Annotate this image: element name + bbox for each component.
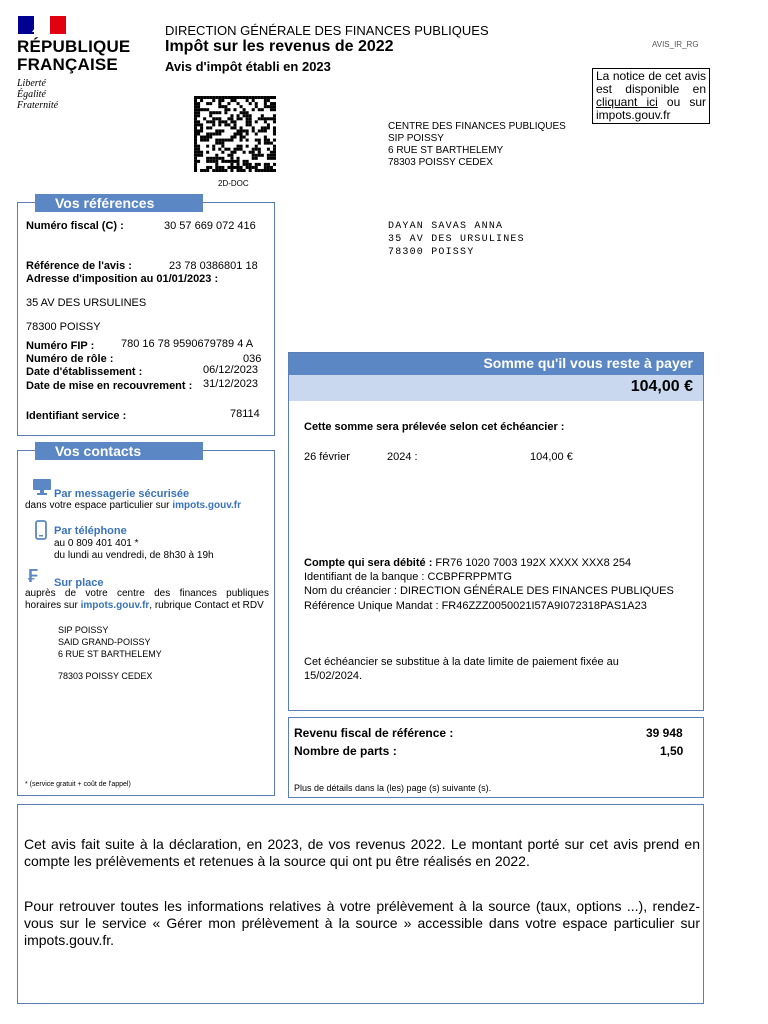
notice-box: La notice de cet avis est disponible en cliquant ici ou sur impots.gouv.fr: [592, 68, 710, 124]
footnote: * (service gratuit + coût de l'appel): [25, 781, 131, 788]
document-code: AVIS_IR_RG: [652, 40, 699, 49]
imposition-address-line2: 78300 POISSY: [26, 321, 101, 333]
on-site-text2: horaires sur impots.gouv.fr, rubrique Contact et RDV: [25, 600, 264, 611]
mandate-reference: Référence Unique Mandat : FR46ZZZ0050021I57A9I072318PAS1A23: [304, 600, 647, 612]
role-label: Numéro de rôle :: [26, 353, 114, 365]
sip-address: SIP POISSY SAID GRAND-POISSY 6 RUE ST BARTHELEMY: [58, 625, 162, 659]
payment-title: Somme qu'il vous reste à payer: [289, 353, 703, 375]
payment-amount: 104,00 €: [289, 375, 703, 401]
computer-icon: [32, 478, 52, 496]
recouvrement-value: 31/12/2023: [203, 378, 259, 390]
fip-value: 780 16 78 9590679789 4 A: [121, 338, 254, 350]
references-box: [17, 202, 275, 436]
parts-value: 1,50: [660, 744, 684, 758]
header-subtitle: Avis d'impôt établi en 2023: [165, 59, 331, 74]
phone-number: au 0 809 401 401 *: [54, 538, 139, 549]
info-paragraph-2: Pour retrouver toutes les informations relatives à votre prélèvement à la source (taux, options ...), rendez-vous sur le service « Gérer mon prélèvement à la source » accessible dans votre espace particulier sur impots.gouv.fr.: [24, 898, 700, 948]
imposition-address-line1: 35 AV DES URSULINES: [26, 297, 147, 309]
republique-logo-text: RÉPUBLIQUE FRANÇAISE: [17, 37, 131, 74]
phone-hours: du lundi au vendredi, de 8h30 à 19h: [54, 550, 214, 561]
avis-reference-label: Référence de l'avis :: [26, 260, 132, 272]
rfr-value: 39 948: [646, 726, 683, 740]
schedule-note: Cet échéancier se substitue à la date limite de paiement fixée au 15/02/2024.: [304, 656, 619, 682]
phone-title: Par téléphone: [54, 525, 127, 537]
motto: Liberté Égalité Fraternité: [17, 78, 59, 111]
references-title: Vos références: [35, 194, 203, 212]
schedule-label: Cette somme sera prélevée selon cet échéancier :: [304, 421, 565, 433]
schedule-date: 26 février: [304, 451, 350, 463]
role-value: 036: [243, 353, 262, 365]
fiscal-number-value: 30 57 669 072 416: [164, 220, 256, 232]
barcode-label: 2D-DOC: [218, 179, 249, 188]
schedule-amount: 104,00 €: [530, 451, 573, 463]
service-id-label: Identifiant service :: [26, 410, 127, 422]
creditor-name: Nom du créancier : DIRECTION GÉNÉRALE DES FINANCES PUBLIQUES: [304, 585, 674, 597]
info-paragraph-1: Cet avis fait suite à la déclaration, en 2023, de vos revenus 2022. Le montant porté sur cet avis prend en compte les prélèvements et retenues à la source qui ont pu être réalisés en 2022.: [24, 836, 700, 869]
header-direction: DIRECTION GÉNÉRALE DES FINANCES PUBLIQUES: [165, 23, 489, 38]
details-note: Plus de détails dans la (les) page (s) suivante (s).: [294, 783, 492, 793]
etablissement-label: Date d'établissement :: [26, 366, 143, 378]
phone-icon: [35, 520, 47, 540]
contacts-title: Vos contacts: [35, 442, 203, 460]
parts-label: Nombre de parts :: [294, 744, 397, 758]
bank-id: Identifiant de la banque : CCBPFRPPMTG: [304, 571, 512, 583]
header-title: Impôt sur les revenus de 2022: [165, 38, 394, 55]
fip-label: Numéro FIP :: [26, 340, 95, 352]
2d-doc-barcode: [194, 96, 276, 172]
taxpayer-address: DAYAN SAVAS ANNA 35 AV DES URSULINES 78300 POISSY: [388, 221, 525, 258]
on-site-title: Sur place: [54, 577, 104, 589]
messaging-text: dans votre espace particulier sur impots.gouv.fr: [25, 500, 242, 511]
marianne-flag-logo: [18, 16, 66, 34]
on-site-text1: auprès de votre centre des finances publiques: [25, 588, 269, 599]
rfr-label: Revenu fiscal de référence :: [294, 726, 454, 740]
messaging-title: Par messagerie sécurisée: [54, 488, 190, 500]
on-site-link[interactable]: impots.gouv.fr: [80, 600, 150, 611]
service-id-value: 78114: [230, 408, 260, 420]
sip-city: 78303 POISSY CEDEX: [58, 671, 153, 681]
franc-icon: ₣: [28, 566, 39, 586]
avis-reference-value: 23 78 0386801 18: [169, 260, 258, 272]
debit-account: Compte qui sera débité : FR76 1020 7003 192X XXXX XXX8 254: [304, 557, 632, 569]
schedule-year: 2024 :: [387, 451, 418, 463]
fiscal-number-label: Numéro fiscal (C) :: [26, 220, 124, 232]
recouvrement-label: Date de mise en recouvrement :: [26, 380, 193, 392]
centre-address: CENTRE DES FINANCES PUBLIQUES SIP POISSY 6 RUE ST BARTHELEMY 78303 POISSY CEDEX: [388, 121, 566, 168]
notice-link[interactable]: cliquant ici: [596, 95, 658, 109]
messaging-link[interactable]: impots.gouv.fr: [172, 500, 242, 511]
imposition-address-label: Adresse d'imposition au 01/01/2023 :: [26, 273, 219, 285]
etablissement-value: 06/12/2023: [203, 364, 259, 376]
